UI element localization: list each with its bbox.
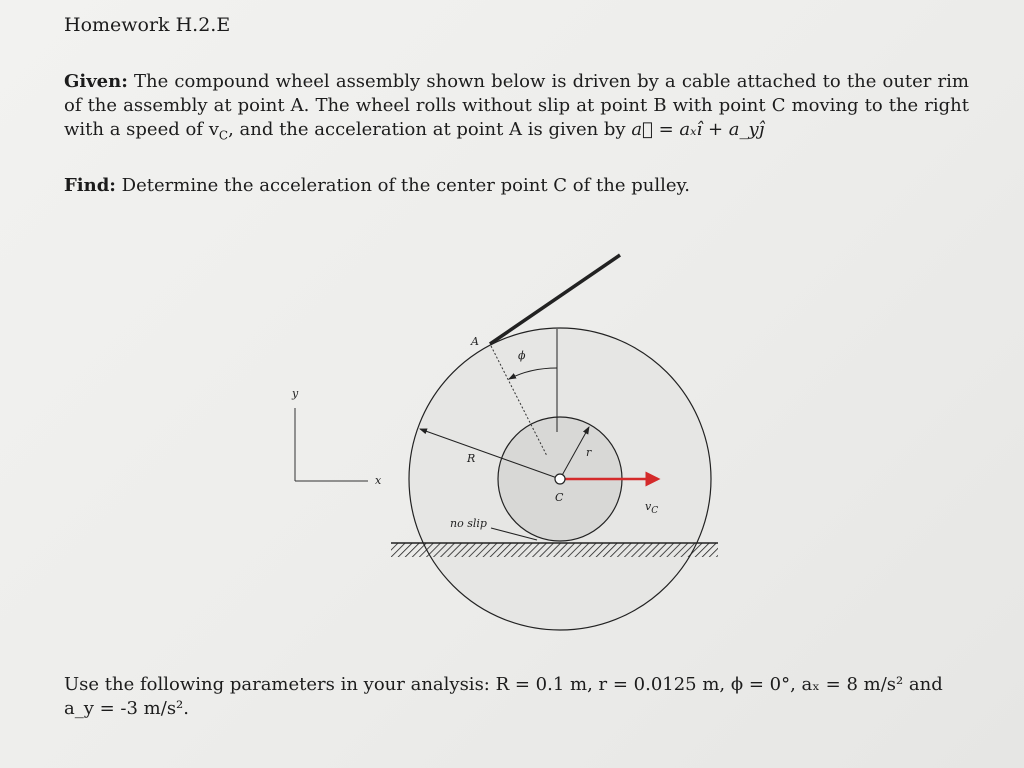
homework-title: Homework H.2.E [64,14,231,36]
given-text-2: , and the acceleration at point A is given by [228,119,632,140]
parameters-paragraph: Use the following parameters in your analysis: R = 0.1 m, r = 0.0125 m, ϕ = 0°, aₓ = 8 m/s² and a_y = -3 m/s². [64,674,943,719]
label-C: C [555,491,564,504]
label-x: x [375,474,382,487]
given-label: Given: [64,71,128,92]
label-r: r [586,446,592,459]
given-text: The compound wheel assembly shown below is driven by a cable attached to the outer rim of the assembly at point A. The wheel rolls without slip at point B with point C moving to the right with a speed of v [64,71,969,140]
acceleration-equation: a⃗ = aₓî + a_yĵ [631,119,765,140]
label-R: R [467,452,476,465]
label-no-slip: no slip [450,517,487,530]
label-vc: $v_C$ [645,500,659,516]
ground-hatch [391,543,718,557]
label-y: y [292,387,299,400]
find-label: Find: [64,175,116,196]
center-point-C [555,474,565,484]
label-A: A [471,335,479,348]
find-text: Determine the acceleration of the center point C of the pulley. [121,175,690,196]
given-text-sub: C [218,128,229,143]
label-phi: ϕ [518,349,526,362]
